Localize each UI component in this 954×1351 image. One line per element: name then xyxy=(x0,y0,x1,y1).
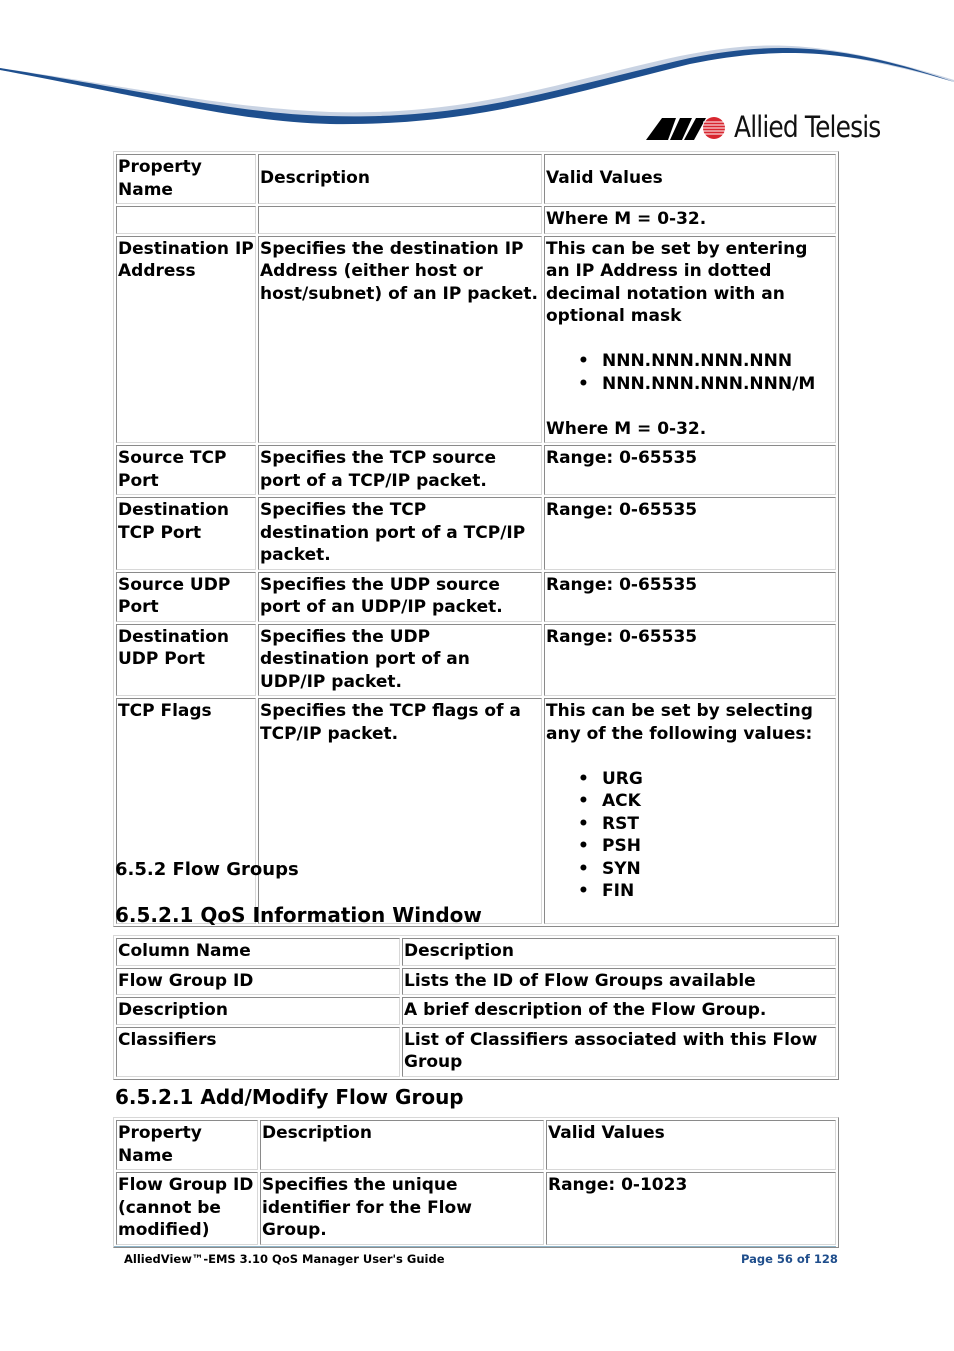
column-description: List of Classifiers associated with this Flow Group xyxy=(402,1027,836,1077)
section-heading-flow-groups: 6.5.2 Flow Groups xyxy=(115,859,299,880)
table-row xyxy=(116,698,836,924)
valid-values-note: Where M = 0-32. xyxy=(546,418,707,439)
property-description: Specifies the TCP flags of a TCP/IP packet. xyxy=(258,698,542,924)
property-valid-values: Range: 0-65535 xyxy=(544,624,836,697)
column-header: Description xyxy=(260,1120,544,1170)
column-name: Description xyxy=(116,997,400,1025)
property-name: Flow Group ID (cannot be modified) xyxy=(116,1172,258,1245)
column-header: Property Name xyxy=(116,154,256,204)
property-valid-values: Range: 0-65535 xyxy=(544,445,836,495)
add-modify-flow-group-table xyxy=(113,1117,839,1248)
column-description: Lists the ID of Flow Groups available xyxy=(402,968,836,996)
column-header: Description xyxy=(258,154,542,204)
valid-values-intro: This can be set by entering an IP Address in dotted decimal notation with an optional mask xyxy=(546,238,808,326)
table-row xyxy=(116,1172,836,1245)
property-description: Specifies the UDP destination port of an UDP/IP packet. xyxy=(258,624,542,697)
logo-mark-icon xyxy=(646,114,730,140)
property-name xyxy=(116,206,256,234)
property-description xyxy=(258,206,542,234)
qos-information-columns-table xyxy=(113,935,839,1080)
property-name: TCP Flags xyxy=(116,698,256,924)
list-item: • RST xyxy=(578,813,834,836)
list-item: • SYN xyxy=(578,858,834,881)
property-valid-values: Where M = 0-32. xyxy=(544,206,836,234)
table-header-row xyxy=(116,938,836,966)
column-header: Column Name xyxy=(116,938,400,966)
property-description: Specifies the unique identifier for the Flow Group. xyxy=(260,1172,544,1245)
valid-values-list xyxy=(546,350,834,395)
property-name: Source TCP Port xyxy=(116,445,256,495)
list-item: • ACK xyxy=(578,790,834,813)
column-header: Valid Values xyxy=(546,1120,836,1170)
property-valid-values: Range: 0-65535 xyxy=(544,572,836,622)
valid-values-intro: This can be set by selecting any of the following values: xyxy=(546,701,813,744)
list-item: • NNN.NNN.NNN.NNN xyxy=(578,350,834,373)
property-valid-values xyxy=(544,236,836,444)
table-row xyxy=(116,1027,836,1077)
table-header-row xyxy=(116,154,836,204)
footer-divider xyxy=(114,1246,836,1247)
table-row xyxy=(116,236,836,444)
property-description: Specifies the TCP source port of a TCP/IP packet. xyxy=(258,445,542,495)
list-item: • PSH xyxy=(578,835,834,858)
table-row xyxy=(116,968,836,996)
allied-telesis-logo xyxy=(646,110,904,144)
property-valid-values: Range: 0-1023 xyxy=(546,1172,836,1245)
table-header-row xyxy=(116,1120,836,1170)
section-heading-qos-information-window: 6.5.2.1 QoS Information Window xyxy=(115,903,482,927)
property-name: Destination TCP Port xyxy=(116,497,256,570)
column-header: Property Name xyxy=(116,1120,258,1170)
list-item: • URG xyxy=(578,768,834,791)
column-name: Classifiers xyxy=(116,1027,400,1077)
column-header: Valid Values xyxy=(544,154,836,204)
table-row xyxy=(116,445,836,495)
list-item: • FIN xyxy=(578,880,834,903)
property-description: Specifies the UDP source port of an UDP/IP packet. xyxy=(258,572,542,622)
table-row xyxy=(116,572,836,622)
footer-document-title: AlliedView™-EMS 3.10 QoS Manager User's Guide xyxy=(124,1252,445,1266)
footer-page-number: Page 56 of 128 xyxy=(741,1252,838,1266)
property-description: Specifies the TCP destination port of a TCP/IP packet. xyxy=(258,497,542,570)
section-heading-add-modify-flow-group: 6.5.2.1 Add/Modify Flow Group xyxy=(115,1085,464,1109)
table-row xyxy=(116,624,836,697)
column-header: Description xyxy=(402,938,836,966)
property-name: Destination UDP Port xyxy=(116,624,256,697)
properties-table xyxy=(113,151,839,927)
property-description: Specifies the destination IP Address (either host or host/subnet) of an IP packet. xyxy=(258,236,542,444)
property-name: Destination IP Address xyxy=(116,236,256,444)
table-row xyxy=(116,997,836,1025)
list-item: • NNN.NNN.NNN.NNN/M xyxy=(578,373,834,396)
table-row xyxy=(116,206,836,234)
column-description: A brief description of the Flow Group. xyxy=(402,997,836,1025)
table-row xyxy=(116,497,836,570)
property-name: Source UDP Port xyxy=(116,572,256,622)
property-valid-values xyxy=(544,698,836,924)
valid-values-list xyxy=(546,768,834,903)
brand-name: Allied Telesis xyxy=(734,110,881,144)
property-valid-values: Range: 0-65535 xyxy=(544,497,836,570)
column-name: Flow Group ID xyxy=(116,968,400,996)
